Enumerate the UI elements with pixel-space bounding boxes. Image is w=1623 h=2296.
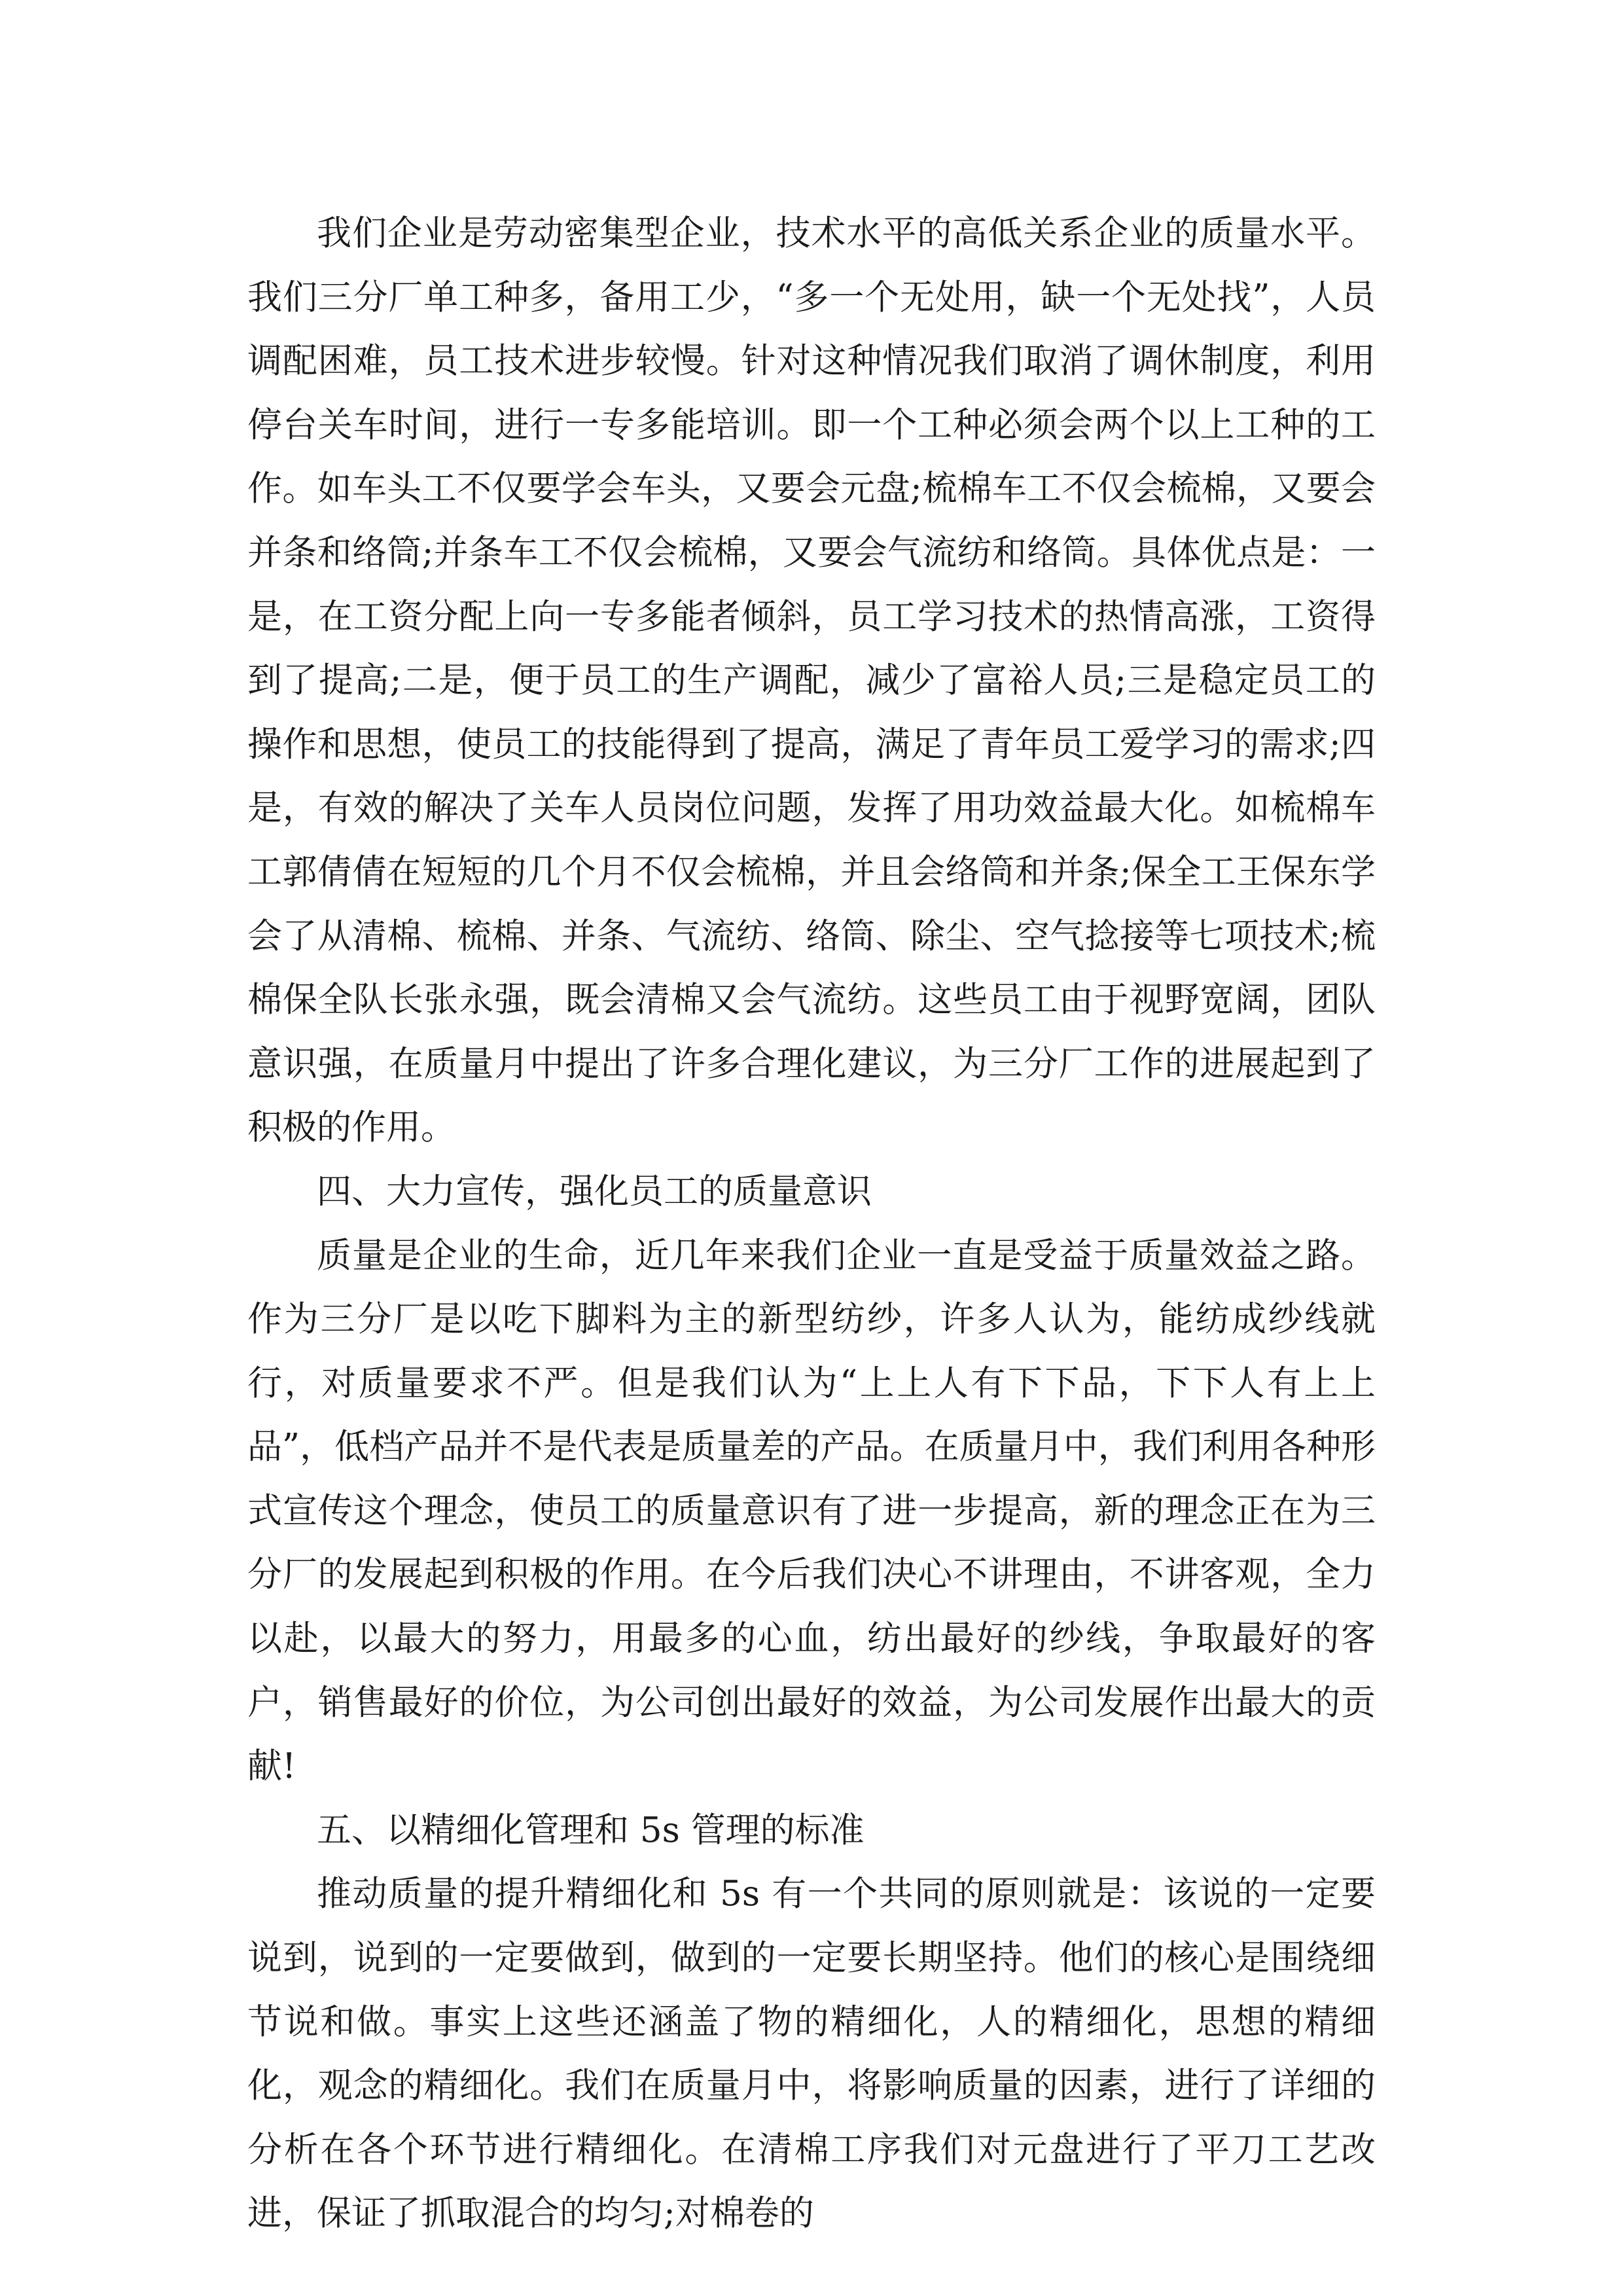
- paragraph-quality-awareness: 质量是企业的生命，近几年来我们企业一直是受益于质量效益之路。作为三分厂是以吃下脚料为主的新型纺纱，许多人认为，能纺成纱线就行，对质量要求不严。但是我们认为“上上人有下下品，下下人有上上品”，低档产品并不是代表是质量差的产品。在质量月中，我们利用各种形式宣传这个理念，使员工的质量意识有了进一步提高，新的理念正在为三分厂的发展起到积极的作用。在今后我们决心不讲理由，不讲客观，全力以赴，以最大的努力，用最多的心血，纺出最好的纱线，争取最好的客户，销售最好的价位，为公司创出最好的效益，为公司发展作出最大的贡献!: [247, 1235, 1376, 1787]
- document-body: [247, 202, 1376, 2246]
- paragraph-refined-management: 推动质量的提升精细化和 5s 有一个共同的原则就是：该说的一定要说到，说到的一定要做到，做到的一定要长期坚持。他们的核心是围绕细节说和做。事实上这些还涵盖了物的精细化，人的精细化，思想的精细化，观念的精细化。我们在质量月中，将影响质量的因素，进行了详细的分析在各个环节进行精细化。在清棉工序我们对元盘进行了平刀工艺改进，保证了抓取混合的均匀;对棉卷的: [247, 1874, 1376, 2234]
- section-heading-5: 五、以精细化管理和 5s 管理的标准: [317, 1810, 865, 1850]
- section-heading-4: 四、大力宣传，强化员工的质量意识: [317, 1171, 872, 1211]
- paragraph-skill-training: 我们企业是劳动密集型企业，技术水平的高低关系企业的质量水平。我们三分厂单工种多，备用工少，“多一个无处用，缺一个无处找”，人员调配困难，员工技术进步较慢。针对这种情况我们取消了调休制度，利用停台关车时间，进行一专多能培训。即一个工种必须会两个以上工种的工作。如车头工不仅要学会车头，又要会元盘;梳棉车工不仅会梳棉，又要会并条和络筒;并条车工不仅会梳棉，又要会气流纺和络筒。具体优点是：一是，在工资分配上向一专多能者倾斜，员工学习技术的热情高涨，工资得到了提高;二是，便于员工的生产调配，减少了富裕人员;三是稳定员工的操作和思想，使员工的技能得到了提高，满足了青年员工爱学习的需求;四是，有效的解决了关车人员岗位问题，发挥了用功效益最大化。如梳棉车工郭倩倩在短短的几个月不仅会梳棉，并且会络筒和并条;保全工王保东学会了从清棉、梳棉、并条、气流纺、络筒、除尘、空气捻接等七项技术;梳棉保全队长张永强，既会清棉又会气流纺。这些员工由于视野宽阔，团队意识强，在质量月中提出了许多合理化建议，为三分厂工作的进展起到了积极的作用。: [247, 213, 1376, 1148]
